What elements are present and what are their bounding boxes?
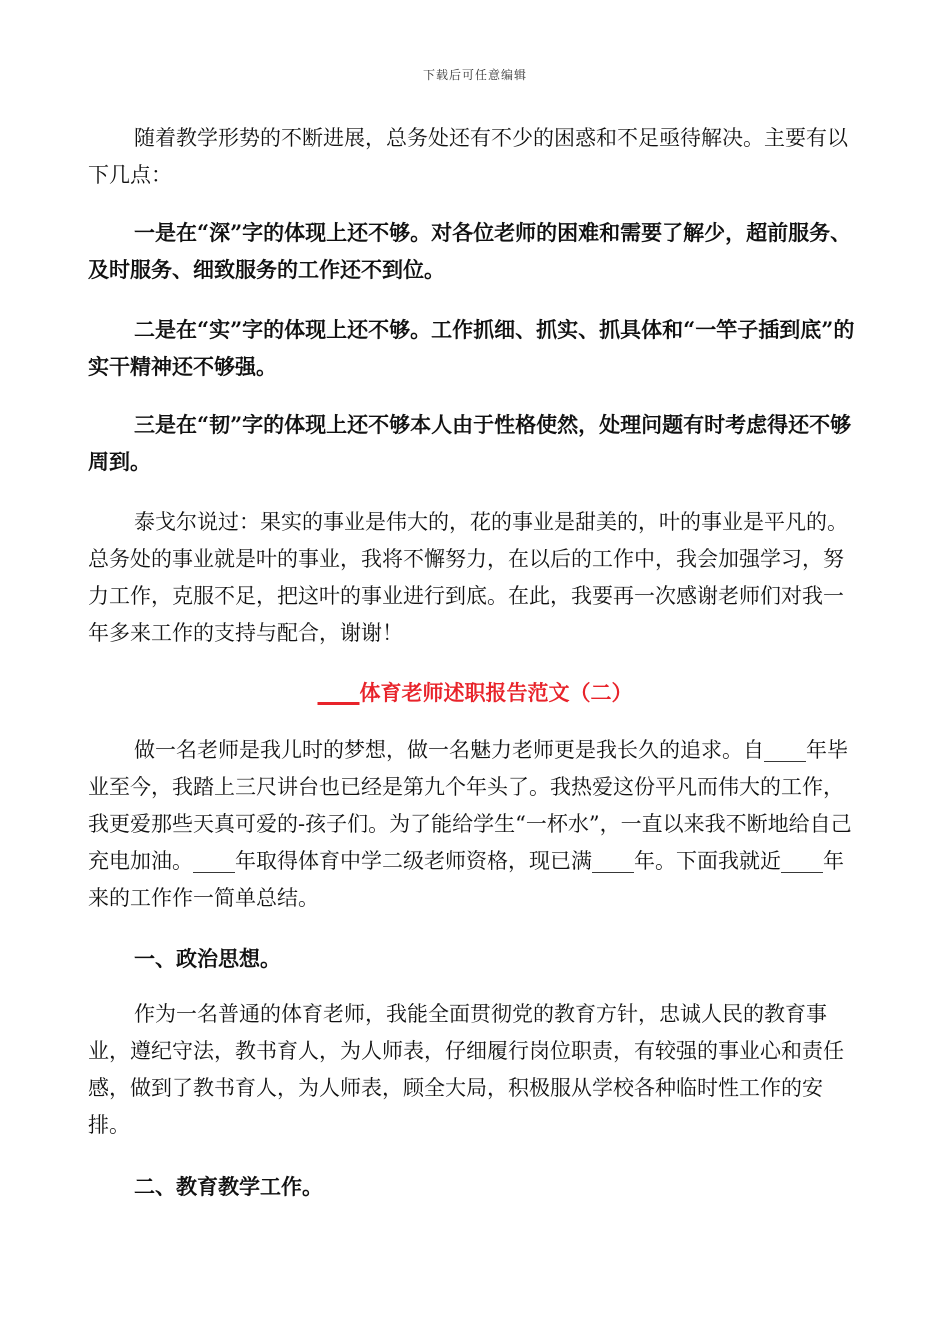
section-title: [0, 674, 950, 711]
point-one: 一是在“深”字的体现上还不够。对各位老师的困难和需要了解少，超前服务、及时服务、细致服务的工作还不到位。: [88, 220, 852, 282]
heading-political-thought: 一、政治思想。: [134, 946, 281, 971]
heading-teaching-work: 二、教育教学工作。: [134, 1174, 323, 1199]
paragraph-political-thought: 作为一名普通的体育老师，我能全面贯彻党的教育方针，忠诚人民的教育事业，遵纪守法，教书育人，为人师表，仔细履行岗位职责，有较强的事业心和责任感，做到了教书育人，为人师表，顾全大局，积极服从学校各种临时性工作的安排。: [88, 1002, 844, 1137]
point-two: 二是在“实”字的体现上还不够。工作抓细、抓实、抓具体和“一竿子插到底”的实干精神还不够强。: [88, 317, 855, 379]
point-three: 三是在“韧”字的体现上还不够本人由于性格使然，处理问题有时考虑得还不够周到。: [88, 412, 852, 474]
paragraph-conclusion: 泰戈尔说过：果实的事业是伟大的，花的事业是甜美的，叶的事业是平凡的。总务处的事业就是叶的事业，我将不懈努力，在以后的工作中，我会加强学习，努力工作，克服不足，把这叶的事业进行到底。在此，我要再一次感谢老师们对我一年多来工作的支持与配合，谢谢！: [88, 510, 848, 645]
section-title-blank: ____: [317, 680, 360, 705]
section-title-text: 体育老师述职报告范文（二）: [359, 680, 633, 705]
page-header-note: 下载后可任意编辑: [422, 68, 527, 82]
paragraph-career-intro: 做一名老师是我儿时的梦想，做一名魅力老师更是我长久的追求。自____年毕业至今，我踏上三尺讲台也已经是第九个年头了。我热爱这份平凡而伟大的工作，我更爱那些天真可爱的-孩子们。为了能给学生“一杯水”，一直以来我不断地给自己充电加油。____年取得体育中学二级老师资格，现已满____年。下面我就近____年来的工作作一简单总结。: [88, 738, 852, 910]
paragraph-difficulties-intro: 随着教学形势的不断进展，总务处还有不少的困惑和不足亟待解决。主要有以下几点：: [88, 126, 848, 187]
